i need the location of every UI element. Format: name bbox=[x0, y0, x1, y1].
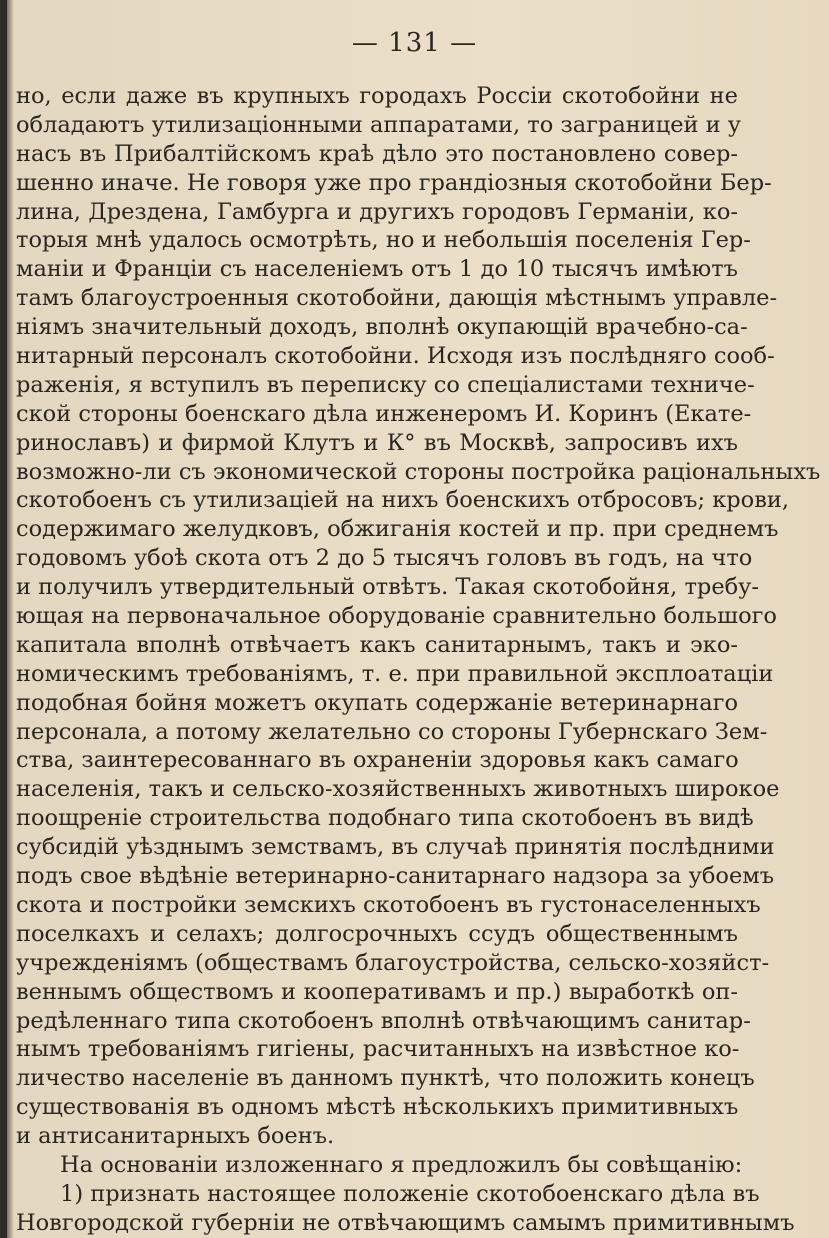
text-line: Новгородской губернiи не отвѣчающимъ самымъ примитивнымъ bbox=[16, 1209, 795, 1236]
text-line: тамъ благоустроенныя скотобойни, дающiя мѣстнымъ управле- bbox=[16, 285, 778, 312]
text-line: На основанiи изложеннаго я предложилъ бы совѣщанiю: bbox=[60, 1151, 743, 1178]
text-line: торыя мнѣ удалось осмотрѣть, но и небольшiя поселенiя Гер- bbox=[16, 227, 751, 254]
text-line: ринославъ) и фирмой Клутъ и К° въ Москвѣ, запросивъ ихъ bbox=[16, 429, 738, 456]
text-line: годовомъ убоѣ скота отъ 2 до 5 тысячъ головъ въ годъ, на что bbox=[16, 545, 753, 572]
text-line: скотобоенъ съ утилизацiей на нихъ боенскихъ отбросовъ; крови, bbox=[16, 487, 790, 514]
text-line: редѣленнаго типа скотобоенъ вполнѣ отвѣчающимъ санитар- bbox=[16, 1007, 751, 1034]
text-line: и антисанитарныхъ боенъ. bbox=[16, 1123, 335, 1150]
text-line: содержимаго желудковъ, обжиганiя костей и пр. при среднемъ bbox=[16, 516, 779, 543]
text-line: но, если даже въ крупныхъ городахъ Россiи скотобойни не bbox=[16, 83, 738, 109]
text-line: шенно иначе. Не говоря уже про грандiозныя скотобойни Бер- bbox=[16, 169, 772, 196]
text-line: возможно-ли съ экономической стороны постройка рацiональныхъ bbox=[16, 458, 821, 485]
text-line: капитала вполнѣ отвѣчаетъ какъ санитарнымъ, такъ и эко- bbox=[16, 631, 738, 658]
text-line: подобная бойня можетъ окупать содержанiе ветеринарнаго bbox=[16, 689, 738, 716]
text-line: раженiя, я вступилъ въ переписку со спецiалистами техниче- bbox=[16, 371, 755, 398]
text-line: субсидiй уѣзднымъ земствамъ, въ случаѣ принятiя послѣдними bbox=[16, 834, 775, 861]
text-line: ющая на первоначальное оборудованiе сравнительно большого bbox=[16, 603, 777, 630]
text-line: ства, заинтересованнаго въ охраненiи здоровья какъ самаго bbox=[16, 747, 739, 774]
text-line: нiямъ значительный доходъ, вполнѣ окупающiй врачебно-са- bbox=[16, 314, 748, 341]
text-line: обладаютъ утилизацiонными аппаратами, то заграницей и у bbox=[16, 111, 742, 138]
text-line: 1) признать настоящее положенiе скотобоенскаго дѣла въ bbox=[60, 1180, 760, 1207]
text-line: насъ въ Прибалтiйскомъ краѣ дѣло это постановлено совер- bbox=[16, 140, 738, 167]
text-line: населенiя, такъ и сельско-хозяйственныхъ животныхъ широкое bbox=[16, 776, 780, 803]
text-line: подъ свое вѣдѣнiе ветеринарно-санитарнаго надзора за убоемъ bbox=[16, 863, 775, 890]
body-text bbox=[16, 82, 821, 1238]
page-number: — 131 — bbox=[351, 28, 478, 58]
text-line: поселкахъ и селахъ; долгосрочныхъ ссудъ общественнымъ bbox=[16, 920, 738, 947]
text-line: нитарный персоналъ скотобойни. Исходя изъ послѣдняго сооб- bbox=[16, 343, 775, 370]
text-line: веннымъ обществомъ и кооперативамъ и пр.) выработкѣ оп- bbox=[16, 978, 738, 1005]
text-line: и получилъ утвердительный отвѣтъ. Такая скотобойня, требу- bbox=[16, 574, 760, 601]
text-line: скота и постройки земскихъ скотобоенъ въ густонаселенныхъ bbox=[16, 891, 761, 918]
text-line: нымъ требованiямъ гигiены, расчитанныхъ на извѣстное ко- bbox=[16, 1036, 740, 1063]
text-line: личество населенiе въ данномъ пунктѣ, что положить конецъ bbox=[16, 1065, 755, 1092]
text-line: персонала, а потому желательно со стороны Губернскаго Зем- bbox=[16, 718, 768, 745]
text-line: номическимъ требованiямъ, т. е. при правильной эксплоатацiи bbox=[16, 660, 774, 687]
book-spine-shadow bbox=[0, 0, 7, 1238]
text-line: ской стороны боенскаго дѣла инженеромъ И. Коринъ (Екате- bbox=[16, 400, 752, 427]
text-line: существованiя въ одномъ мѣстѣ нѣсколькихъ примитивныхъ bbox=[16, 1094, 739, 1121]
text-line: лина, Дрездена, Гамбурга и другихъ городовъ Германiи, ко- bbox=[16, 198, 738, 225]
text-line: учрежденiямъ (обществамъ благоустройства, сельско-хозяйст- bbox=[16, 949, 770, 976]
text-line: манiи и Францiи съ населенiемъ отъ 1 до 10 тысячъ имѣютъ bbox=[16, 256, 738, 283]
text-line: поощренiе строительства подобнаго типа скотобоенъ въ видѣ bbox=[16, 805, 754, 832]
